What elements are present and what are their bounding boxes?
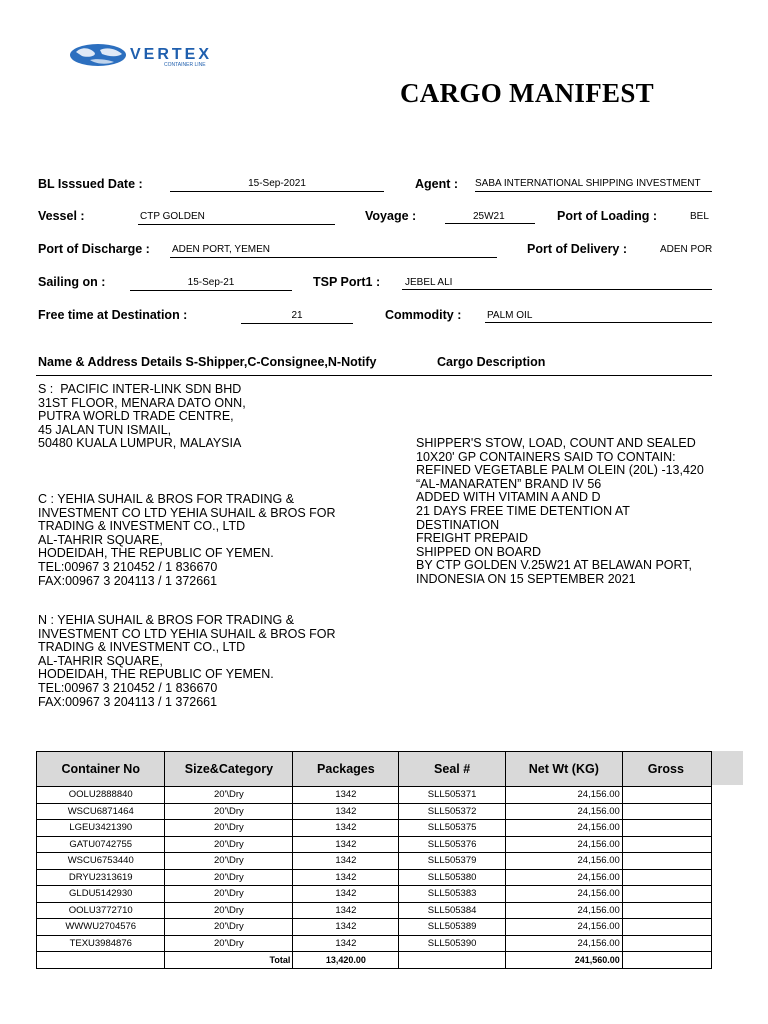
- size-category-cell: 20'\Dry: [165, 935, 293, 952]
- total-row: [37, 952, 712, 969]
- agent-value: SABA INTERNATIONAL SHIPPING INVESTMENT: [475, 177, 712, 192]
- total-label-cell: Total: [165, 952, 293, 969]
- globe-icon: [70, 44, 126, 66]
- container-no-cell: WSCU6753440: [37, 853, 165, 870]
- notify-address: N : YEHIA SUHAIL & BROS FOR TRADING & INVESTMENT CO LTD YEHIA SUHAIL & BROS FOR TRADING & INVESTMENT CO., LTD AL-TAHRIR SQUARE, HODEIDAH, THE REPUBLIC OF YEMEN. TEL:00967 3 210452 / 1 836670 FAX:00967 3 204113 / 1 372661: [38, 613, 336, 709]
- col-container-no: Container No: [37, 752, 165, 787]
- container-no-cell: WSCU6871464: [37, 803, 165, 820]
- net-wt-cell: 24,156.00: [505, 919, 622, 936]
- gross-cell: [622, 902, 711, 919]
- seal-cell: SLL505372: [399, 803, 505, 820]
- table-header-overflow: [712, 751, 743, 785]
- commodity-value: PALM OIL: [485, 309, 712, 323]
- packages-cell: 1342: [293, 803, 399, 820]
- packages-cell: 1342: [293, 919, 399, 936]
- packages-cell: 1342: [293, 853, 399, 870]
- packages-cell: 1342: [293, 820, 399, 837]
- total-net-wt-cell: 241,560.00: [505, 952, 622, 969]
- tsp-port1-value: JEBEL ALI: [402, 276, 712, 290]
- col-gross: Gross: [622, 752, 711, 787]
- sailing-on-value: 15-Sep-21: [130, 276, 292, 291]
- gross-cell: [622, 919, 711, 936]
- free-time-value: 21: [241, 309, 353, 324]
- size-category-cell: 20'\Dry: [165, 853, 293, 870]
- logo-subtext: CONTAINER LINE: [164, 62, 206, 68]
- port-of-loading-label: Port of Loading :: [557, 209, 657, 223]
- net-wt-cell: 24,156.00: [505, 820, 622, 837]
- table-row: [37, 919, 712, 936]
- seal-cell: SLL505389: [399, 919, 505, 936]
- gross-cell: [622, 836, 711, 853]
- seal-cell: SLL505375: [399, 820, 505, 837]
- col-net-wt: Net Wt (KG): [505, 752, 622, 787]
- gross-cell: [622, 820, 711, 837]
- consignee-address: C : YEHIA SUHAIL & BROS FOR TRADING & INVESTMENT CO LTD YEHIA SUHAIL & BROS FOR TRADING & INVESTMENT CO., LTD AL-TAHRIR SQUARE, HODEIDAH, THE REPUBLIC OF YEMEN. TEL:00967 3 210452 / 1 836670 FAX:00967 3 204113 / 1 372661: [38, 492, 336, 588]
- gross-cell: [622, 869, 711, 886]
- size-category-cell: 20'\Dry: [165, 836, 293, 853]
- commodity-label: Commodity :: [385, 308, 462, 322]
- voyage-value: 25W21: [445, 210, 535, 224]
- agent-label: Agent :: [415, 177, 459, 191]
- name-address-header: Name & Address Details S-Shipper,C-Consignee,N-Notify: [38, 355, 377, 369]
- total-packages-cell: 13,420.00: [293, 952, 399, 969]
- seal-cell: SLL505371: [399, 787, 505, 804]
- packages-cell: 1342: [293, 869, 399, 886]
- table-row: [37, 803, 712, 820]
- container-no-cell: LGEU3421390: [37, 820, 165, 837]
- col-size-category: Size&Category: [165, 752, 293, 787]
- total-seal-spacer-cell: [399, 952, 505, 969]
- cargo-description-header: Cargo Description: [437, 355, 546, 369]
- container-table: [36, 751, 712, 969]
- packages-cell: 1342: [293, 902, 399, 919]
- table-row: [37, 935, 712, 952]
- packages-cell: 1342: [293, 787, 399, 804]
- net-wt-cell: 24,156.00: [505, 935, 622, 952]
- free-time-label: Free time at Destination :: [38, 308, 188, 322]
- voyage-label: Voyage :: [365, 209, 417, 223]
- size-category-cell: 20'\Dry: [165, 869, 293, 886]
- table-row: [37, 836, 712, 853]
- seal-cell: SLL505383: [399, 886, 505, 903]
- net-wt-cell: 24,156.00: [505, 787, 622, 804]
- container-no-cell: OOLU2888840: [37, 787, 165, 804]
- port-of-delivery-value: ADEN POR: [660, 244, 712, 255]
- port-of-discharge-label: Port of Discharge :: [38, 242, 150, 256]
- shipper-address: S : PACIFIC INTER-LINK SDN BHD 31ST FLOOR, MENARA DATO ONN, PUTRA WORLD TRADE CENTRE, 45 JALAN TUN ISMAIL, 50480 KUALA LUMPUR, MALAYSIA: [38, 382, 246, 451]
- size-category-cell: 20'\Dry: [165, 902, 293, 919]
- table-row: [37, 853, 712, 870]
- net-wt-cell: 24,156.00: [505, 902, 622, 919]
- port-of-loading-value: BEL: [690, 211, 709, 222]
- net-wt-cell: 24,156.00: [505, 869, 622, 886]
- packages-cell: 1342: [293, 886, 399, 903]
- company-logo: [68, 42, 248, 68]
- total-spacer-cell: [37, 952, 165, 969]
- table-row: [37, 886, 712, 903]
- size-category-cell: 20'\Dry: [165, 803, 293, 820]
- total-gross-cell: [622, 952, 711, 969]
- table-row: [37, 820, 712, 837]
- vessel-value: CTP GOLDEN: [138, 210, 335, 225]
- gross-cell: [622, 787, 711, 804]
- container-no-cell: GLDU5142930: [37, 886, 165, 903]
- sailing-on-label: Sailing on :: [38, 275, 106, 289]
- size-category-cell: 20'\Dry: [165, 787, 293, 804]
- container-no-cell: WWWU2704576: [37, 919, 165, 936]
- packages-cell: 1342: [293, 935, 399, 952]
- port-of-discharge-value: ADEN PORT, YEMEN: [170, 243, 497, 258]
- logo-text: VERTEX: [130, 46, 213, 63]
- table-row: [37, 787, 712, 804]
- table-row: [37, 902, 712, 919]
- section-divider: [36, 375, 712, 376]
- net-wt-cell: 24,156.00: [505, 853, 622, 870]
- seal-cell: SLL505376: [399, 836, 505, 853]
- document-title: CARGO MANIFEST: [400, 78, 654, 108]
- port-of-delivery-label: Port of Delivery :: [527, 242, 628, 256]
- bl-issued-date-value: 15-Sep-2021: [170, 177, 384, 192]
- net-wt-cell: 24,156.00: [505, 803, 622, 820]
- gross-cell: [622, 853, 711, 870]
- size-category-cell: 20'\Dry: [165, 919, 293, 936]
- gross-cell: [622, 803, 711, 820]
- tsp-port1-label: TSP Port1 :: [313, 275, 381, 289]
- gross-cell: [622, 886, 711, 903]
- container-no-cell: TEXU3984876: [37, 935, 165, 952]
- gross-cell: [622, 935, 711, 952]
- seal-cell: SLL505379: [399, 853, 505, 870]
- size-category-cell: 20'\Dry: [165, 820, 293, 837]
- col-seal: Seal #: [399, 752, 505, 787]
- container-no-cell: OOLU3772710: [37, 902, 165, 919]
- size-category-cell: 20'\Dry: [165, 886, 293, 903]
- packages-cell: 1342: [293, 836, 399, 853]
- seal-cell: SLL505384: [399, 902, 505, 919]
- net-wt-cell: 24,156.00: [505, 836, 622, 853]
- seal-cell: SLL505390: [399, 935, 505, 952]
- vessel-label: Vessel :: [38, 209, 85, 223]
- net-wt-cell: 24,156.00: [505, 886, 622, 903]
- col-packages: Packages: [293, 752, 399, 787]
- container-no-cell: DRYU2313619: [37, 869, 165, 886]
- bl-issued-date-label: BL Isssued Date :: [38, 177, 143, 191]
- cargo-description-text: SHIPPER'S STOW, LOAD, COUNT AND SEALED 10X20' GP CONTAINERS SAID TO CONTAIN: REFINED VEGETABLE PALM OLEIN (20L) -13,420 “AL-MANARATEN” BRAND IV 56 ADDED WITH VITAMIN A AND D 21 DAYS FREE TIME DETENTION AT DESTINATION FREIGHT PREPAID SHIPPED ON BOARD BY CTP GOLDEN V.25W21 AT BELAWAN PORT, INDONESIA ON 15 SEPTEMBER 2021: [416, 437, 704, 586]
- table-header-row: [37, 752, 712, 787]
- container-no-cell: GATU0742755: [37, 836, 165, 853]
- table-row: [37, 869, 712, 886]
- seal-cell: SLL505380: [399, 869, 505, 886]
